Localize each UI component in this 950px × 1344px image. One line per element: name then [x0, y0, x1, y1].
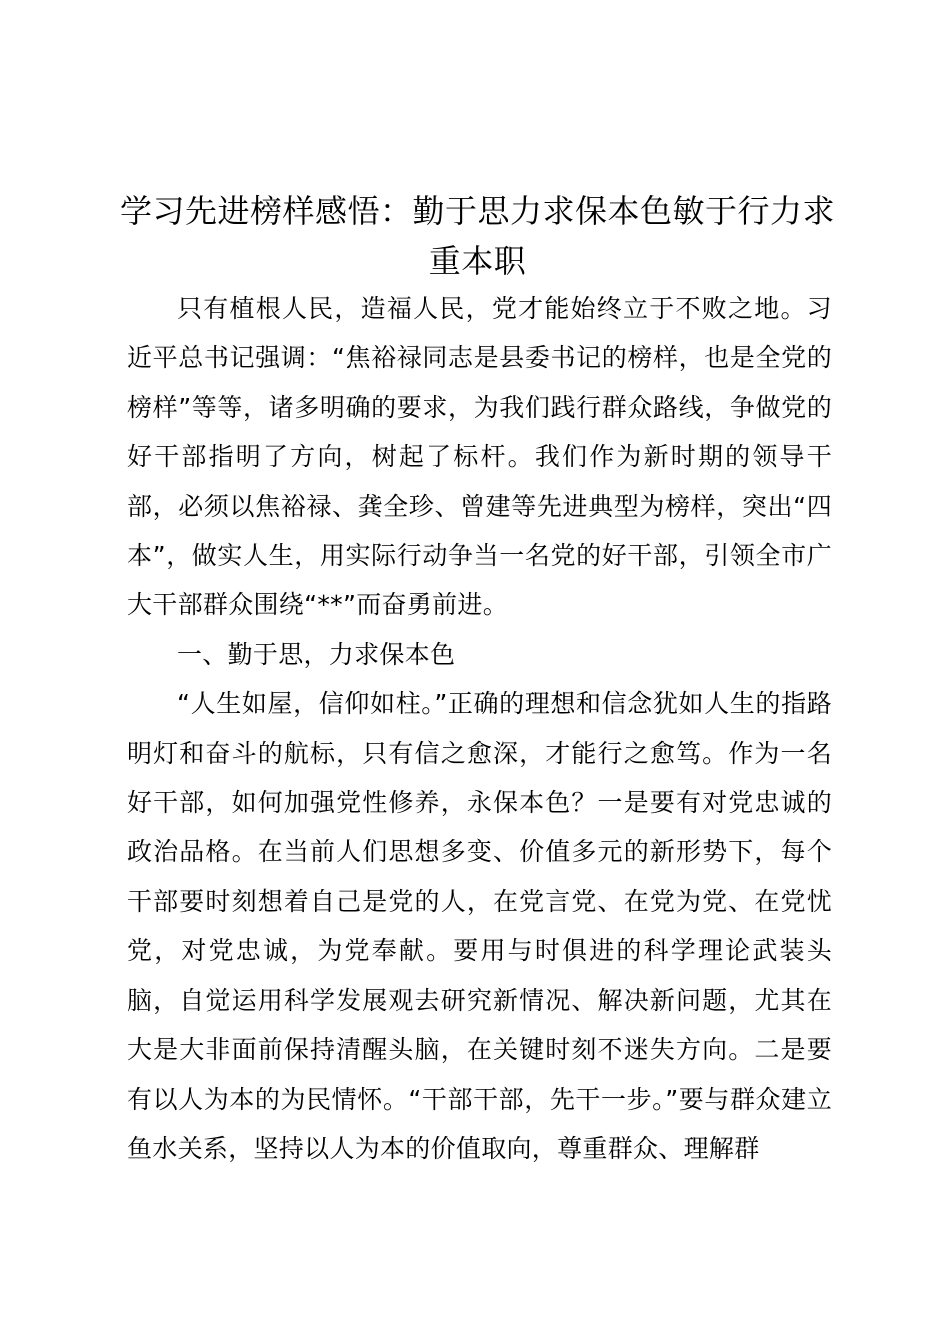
- section-heading-1: 一、勤于思，力求保本色: [177, 639, 456, 669]
- document-body: [127, 284, 832, 1173]
- paragraph-intro: 只有植根人民，造福人民，党才能始终立于不败之地。习近平总书记强调：“焦裕禄同志是县委书记的榜样，也是全党的榜样”等等，诸多明确的要求，为我们践行群众路线，争做党的好干部指明了方向，树起了标杆。我们作为新时期的领导干部，必须以焦裕禄、龚全珍、曾建等先进典型为榜样，突出“四本”，做实人生，用实际行动争当一名党的好干部，引领全市广大干部群众围绕“**”而奋勇前进。: [127, 294, 832, 620]
- document-title: 学习先进榜样感悟：勤于思力求保本色敏于行力求重本职: [120, 192, 836, 280]
- paragraph-section-1: “人生如屋，信仰如柱。”正确的理想和信念犹如人生的指路明灯和奋斗的航标，只有信之愈深，才能行之愈笃。作为一名好干部，如何加强党性修养，永保本色？一是要有对党忠诚的政治品格。在当前人们思想多变、价值多元的新形势下，每个干部要时刻想着自己是党的人，在党言党、在党为党、在党忧党，对党忠诚，为党奉献。要用与时俱进的科学理论武装头脑，自觉运用科学发展观去研究新情况、解决新问题，尤其在大是大非面前保持清醒头脑，在关键时刻不迷失方向。二是要有以人为本的为民情怀。“干部干部，先干一步。”要与群众建立鱼水关系，坚持以人为本的价值取向，尊重群众、理解群: [127, 689, 832, 1163]
